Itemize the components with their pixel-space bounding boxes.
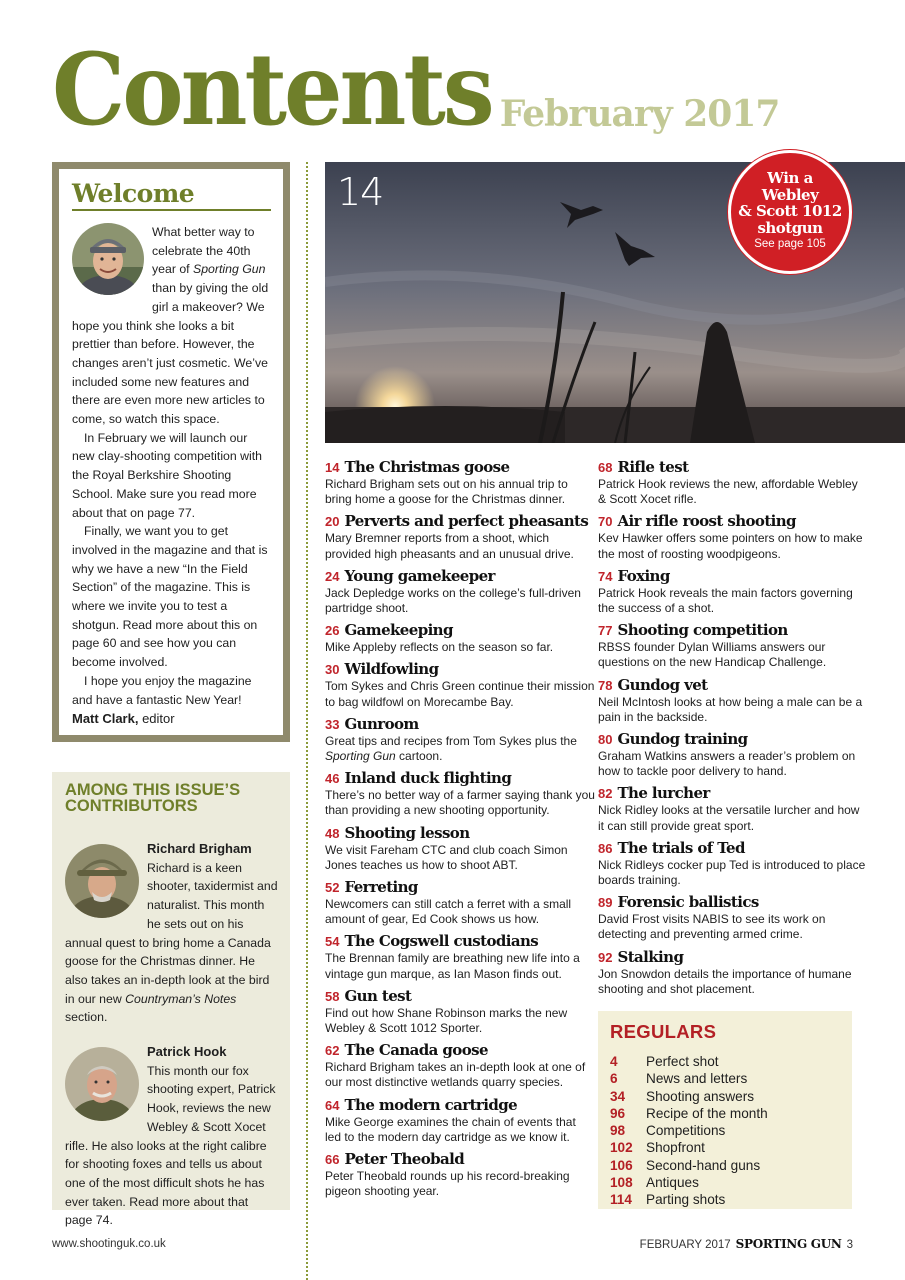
contents-entry[interactable] — [598, 894, 868, 942]
contents-column-1 — [325, 459, 595, 1205]
entry-page: 54 — [325, 934, 340, 950]
entry-description: Find out how Shane Robinson marks the new Webley & Scott 1012 Sporter. — [325, 1005, 568, 1036]
contents-entry[interactable] — [325, 568, 595, 616]
badge-line: Webley — [761, 185, 819, 204]
regular-label: Parting shots — [646, 1192, 726, 1208]
regular-item[interactable] — [610, 1191, 840, 1208]
entry-description: Richard Brigham takes an in-depth look at one of our most distinctive wetlands quarry species. — [325, 1060, 586, 1090]
contents-entry[interactable] — [325, 933, 595, 981]
entry-page: 68 — [598, 460, 613, 475]
entry-title: Inland duck flighting — [344, 769, 512, 788]
contents-entry[interactable] — [325, 1042, 595, 1090]
regular-label: News and letters — [646, 1071, 748, 1087]
contributors-heading: AMONG THIS ISSUE’S CONTRIBUTORS — [65, 781, 241, 815]
entry-description: RBSS founder Dylan Williams answers our questions on the new Handicap Challenge. — [598, 640, 827, 670]
regular-label: Antiques — [646, 1175, 699, 1191]
entry-page: 89 — [598, 895, 613, 911]
contents-entry[interactable] — [598, 513, 868, 561]
contents-entry[interactable] — [325, 1097, 595, 1145]
entry-page: 86 — [598, 840, 613, 856]
regular-item[interactable] — [610, 1070, 840, 1087]
contributor-avatar — [65, 1047, 139, 1121]
entry-description: Nick Ridleys cocker pup Ted is introduced to place boards training. — [598, 857, 866, 888]
entry-page: 30 — [325, 662, 340, 678]
entry-title: Rifle test — [617, 458, 689, 476]
welcome-paragraph: I hope you enjoy the magazine and have a fantastic New Year! — [72, 673, 252, 707]
entry-title: The Canada goose — [344, 1041, 488, 1060]
contents-entry[interactable] — [598, 677, 868, 725]
contents-entry[interactable] — [325, 661, 595, 709]
welcome-paragraph: What better way to celebrate the 40th year of Sporting Gun than by giving the old girl a makeover? We hope you think she looks a bit prettier than before. However, the changes aren’t just cosmetic. We’ve included some new features and there are even more new articles to come, so watch this space. — [72, 225, 269, 427]
entry-description: Nick Ridley looks at the versatile lurcher and how it can still provide great sport. — [598, 803, 860, 833]
regular-page: 34 — [610, 1088, 626, 1104]
regular-label: Competitions — [646, 1123, 726, 1139]
competition-badge — [728, 150, 852, 274]
regular-label: Shopfront — [646, 1140, 705, 1156]
entry-description: Great tips and recipes from Tom Sykes plus the Sporting Gun cartoon. — [325, 733, 577, 764]
contributor-bio: This month our fox shooting expert, Patrick Hook, reviews the new Webley & Scott Xocet rifle. He also looks at the right calibre for shooting foxes and tells us about one of the most difficult shots he has ever taken. Read more about that page 74. — [65, 1063, 276, 1228]
entry-description: Tom Sykes and Chris Green continue their mission to bag wildfowl on Morecambe Bay. — [325, 679, 595, 709]
contents-entry[interactable] — [325, 1151, 595, 1199]
entry-page: 70 — [598, 514, 613, 530]
regular-page: 98 — [610, 1123, 626, 1139]
contributor — [65, 840, 278, 1027]
entry-description: Richard Brigham sets out on his annual trip to bring home a goose for the Christmas dinner. — [325, 477, 568, 507]
welcome-paragraph: In February we will launch our new clay-shooting competition with the Royal Berkshire Shooting School. Make sure you read more about that on page 77. — [72, 430, 263, 520]
contents-entry[interactable] — [325, 716, 595, 764]
entry-title: Gun test — [344, 986, 412, 1005]
regular-page: 96 — [610, 1105, 626, 1121]
contributor-bio: Richard is a keen shooter, taxidermist and naturalist. This month he sets out on his annual quest to bring home a Canada goose for the Christmas dinner. He also takes an in-depth look at the bird in our new Countryman’s Notes section. — [65, 860, 278, 1025]
entry-title: Gunroom — [344, 714, 419, 733]
regulars-heading: REGULARS — [610, 1021, 717, 1042]
entry-page: 48 — [325, 825, 340, 841]
entry-page: 52 — [325, 880, 340, 896]
entry-title: Shooting competition — [617, 621, 788, 640]
entry-page: 20 — [325, 514, 340, 530]
contributor-name: Richard Brigham — [147, 841, 252, 856]
footer-folio — [640, 1237, 853, 1251]
regulars-box — [598, 1011, 852, 1209]
contents-entry[interactable] — [325, 988, 595, 1036]
entry-description: Patrick Hook reviews the new, affordable Webley & Scott Xocet rifle. — [598, 477, 858, 507]
contents-entry[interactable] — [598, 840, 868, 888]
entry-title: Wildfowling — [344, 660, 439, 679]
entry-title: The modern cartridge — [344, 1095, 518, 1114]
contents-entry[interactable] — [598, 459, 868, 507]
regular-item[interactable] — [610, 1122, 840, 1139]
entry-page: 33 — [325, 716, 340, 732]
regular-label: Perfect shot — [646, 1054, 719, 1069]
contents-entry[interactable] — [325, 825, 595, 873]
entry-description: Neil McIntosh looks at how being a male can be a pain in the backside. — [598, 694, 863, 724]
entry-page: 62 — [325, 1043, 340, 1059]
entry-page: 14 — [325, 460, 340, 475]
contributors-box — [52, 772, 290, 1228]
entry-page: 46 — [325, 771, 340, 787]
entry-description: Patrick Hook reveals the main factors governing the success of a shot. — [598, 585, 853, 616]
badge-line: shotgun — [757, 218, 823, 237]
entry-description: Kev Hawker offers some pointers on how to make the most of roosting woodpigeons. — [598, 531, 863, 561]
footer-page-number: 3 — [846, 1239, 853, 1251]
entry-title: The trials of Ted — [617, 838, 745, 857]
regular-page: 102 — [610, 1140, 633, 1156]
entry-title: Stalking — [617, 947, 684, 966]
regular-page: 114 — [610, 1192, 632, 1208]
entry-title: Perverts and perfect pheasants — [344, 512, 589, 531]
entry-description: Peter Theobald rounds up his record-breaking pigeon shooting year. — [325, 1169, 570, 1199]
entry-title: The Christmas goose — [344, 458, 510, 476]
entry-page: 58 — [325, 988, 340, 1004]
entry-description: We visit Fareham CTC and club coach Simon Jones teaches us how to shoot ABT. — [325, 842, 568, 872]
contents-column-2 — [598, 459, 868, 1003]
contents-entry[interactable] — [325, 459, 595, 507]
regular-page: 108 — [610, 1175, 633, 1191]
entry-description: Graham Watkins answers a reader’s problem on how to tackle poor delivery to hand. — [598, 749, 856, 779]
entry-title: Peter Theobald — [344, 1150, 465, 1169]
welcome-box — [52, 162, 290, 742]
column-divider — [306, 162, 308, 1280]
badge-line: Win a — [767, 169, 813, 187]
entry-description: Newcomers can still catch a ferret with a small amount of gear, Ed Cook shows us how. — [325, 897, 572, 927]
entry-description: Mike Appleby reflects on the season so far. — [325, 640, 554, 655]
entry-page: 82 — [598, 786, 613, 802]
regular-page: 6 — [610, 1071, 618, 1087]
regular-label: Second-hand guns — [646, 1157, 761, 1173]
entry-title: Forensic ballistics — [617, 893, 759, 912]
entry-title: Young gamekeeper — [344, 566, 495, 585]
entry-page: 74 — [598, 568, 613, 584]
editor-avatar — [72, 223, 144, 295]
contents-entry[interactable] — [325, 513, 595, 561]
entry-title: The Cogswell custodians — [344, 932, 539, 951]
regular-page: 4 — [610, 1054, 618, 1069]
entry-page: 77 — [598, 623, 613, 639]
footer-brand: SPORTING GUN — [735, 1237, 842, 1251]
regular-item[interactable] — [610, 1053, 840, 1070]
contents-entry[interactable] — [598, 785, 868, 833]
entry-title: Gamekeeping — [344, 621, 453, 640]
page-header — [52, 31, 780, 150]
entry-page: 80 — [598, 732, 613, 748]
regular-label: Recipe of the month — [646, 1105, 768, 1121]
regular-item[interactable] — [610, 1174, 840, 1191]
contents-entry[interactable] — [598, 568, 868, 616]
hero-page-number: 14 — [337, 170, 384, 214]
welcome-heading: Welcome — [72, 179, 271, 211]
entry-description: The Brennan family are breathing new life into a vintage gun marque, as Ian Mason finds out. — [325, 951, 580, 981]
badge-subtitle: See page 105 — [754, 238, 826, 250]
regular-item[interactable] — [610, 1139, 840, 1156]
entry-title: Shooting lesson — [344, 823, 470, 842]
contents-entry[interactable] — [598, 949, 868, 997]
regular-label: Shooting answers — [646, 1088, 755, 1104]
regular-item[interactable] — [610, 1088, 840, 1105]
entry-page: 26 — [325, 623, 340, 639]
entry-description: Jack Depledge works on the college’s full-driven partridge shoot. — [325, 585, 581, 616]
page-title: Contents — [52, 31, 492, 148]
contents-entry[interactable] — [325, 770, 595, 818]
entry-title: Foxing — [617, 566, 670, 585]
badge-line: & Scott 1012 — [738, 202, 842, 220]
entry-description: David Frost visits NABIS to see its work on detecting and preventing armed crime. — [598, 912, 826, 942]
contents-entry[interactable] — [598, 622, 868, 670]
entry-description: Mary Bremner reports from a shoot, which provided high pheasants and an unusual drive. — [325, 531, 574, 561]
contents-entry[interactable] — [325, 879, 595, 927]
contributor-name: Patrick Hook — [147, 1044, 227, 1060]
entry-title: The lurcher — [617, 784, 710, 803]
editor-signature: Matt Clark, editor — [72, 711, 175, 727]
entry-description: There’s no better way of a farmer saying thank you than providing a new shooting opportunity. — [325, 788, 595, 818]
contents-entry[interactable] — [598, 731, 868, 779]
footer-url[interactable]: www.shootinguk.co.uk — [52, 1238, 166, 1250]
entry-description: Jon Snowdon details the importance of humane shooting and shot placement. — [598, 966, 852, 996]
entry-page: 64 — [325, 1097, 340, 1113]
entry-title: Gundog vet — [617, 675, 708, 694]
entry-page: 66 — [325, 1152, 340, 1168]
contributor — [65, 1043, 278, 1230]
entry-title: Ferreting — [344, 878, 418, 897]
footer-issue: FEBRUARY 2017 — [639, 1239, 731, 1251]
entry-title: Gundog training — [617, 730, 748, 749]
regular-page: 106 — [610, 1157, 633, 1173]
issue-date: February 2017 — [499, 93, 780, 135]
entry-page: 92 — [598, 949, 613, 965]
regular-item[interactable] — [610, 1157, 840, 1174]
entry-title: Air rifle roost shooting — [617, 512, 796, 531]
regular-item[interactable] — [610, 1105, 840, 1122]
entry-description: Mike George examines the chain of events that led to the modern day cartridge as we know it. — [325, 1114, 576, 1144]
entry-page: 24 — [325, 568, 340, 584]
welcome-paragraph: Finally, we want you to get involved in the magazine and that is why we have a new “In the Field Section” of the magazine. This is where we invite you to test a shotgun. Read more about this on page 60 and see how you can become involved. — [72, 524, 268, 670]
entry-page: 78 — [598, 677, 613, 693]
contributor-avatar — [65, 844, 139, 918]
contents-entry[interactable] — [325, 622, 595, 655]
